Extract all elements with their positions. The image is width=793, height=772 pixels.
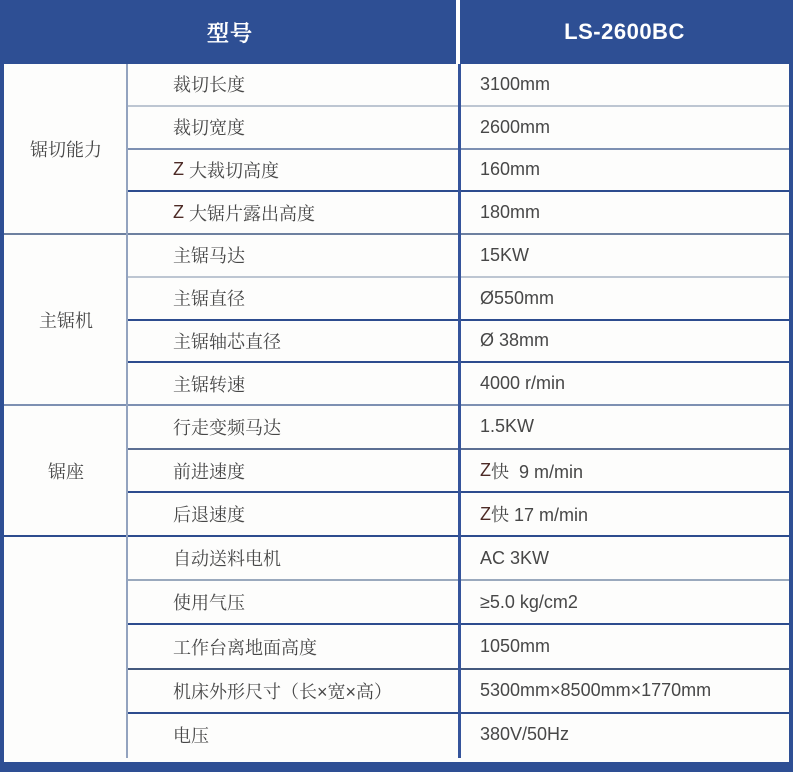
group-sawing-capacity xyxy=(4,64,789,235)
spec-value-text: 1050mm xyxy=(480,636,551,656)
spec-label xyxy=(128,493,458,535)
table-body xyxy=(4,64,789,758)
spec-label-text: 自动送料电机 xyxy=(173,549,281,570)
accent-char: Z xyxy=(480,460,491,480)
spec-value-text: 2600mm xyxy=(480,116,551,137)
spec-label-text: 工作台离地面高度 xyxy=(173,637,317,658)
spec-value xyxy=(458,406,789,448)
accent-char: Z xyxy=(480,503,491,524)
spec-value xyxy=(458,714,789,756)
spec-label-text: 行走变频马达 xyxy=(173,417,281,438)
spec-label-text: 使用气压 xyxy=(173,593,245,614)
spec-value xyxy=(458,235,789,276)
spec-value-text: 5300mm×8500mm×1770mm xyxy=(480,680,712,701)
group-label: 锯切能力 xyxy=(30,139,102,160)
spec-label-text: 机床外形尺寸（长×宽×高） xyxy=(173,681,393,702)
spec-label-text: 主锯直径 xyxy=(173,289,245,310)
spec-value-text: 快 17 m/min xyxy=(491,505,589,526)
spec-value-text: Ø 38mm xyxy=(480,330,550,351)
spec-label xyxy=(128,625,458,667)
spec-label-text: 后退速度 xyxy=(173,505,245,526)
spec-value xyxy=(458,537,789,579)
spec-value-text: Ø550mm xyxy=(480,287,555,308)
spec-label xyxy=(128,581,458,623)
column-divider-mid xyxy=(458,64,461,758)
spec-label-text: 大锯片露出高度 xyxy=(184,203,316,224)
spec-value-text: 1.5KW xyxy=(480,416,535,437)
footer-accent-bar xyxy=(4,762,789,772)
spec-label xyxy=(128,670,458,712)
group-main-saw xyxy=(4,235,789,406)
spec-label-text: 大裁切高度 xyxy=(184,160,280,181)
spec-label xyxy=(128,64,458,105)
spec-label xyxy=(128,406,458,448)
group-label: 锯座 xyxy=(48,461,84,482)
spec-value xyxy=(458,150,789,191)
spec-label-text: 主锯轴芯直径 xyxy=(173,331,281,352)
spec-label xyxy=(128,150,458,191)
spec-label-text: 电压 xyxy=(173,725,209,746)
spec-value xyxy=(458,278,789,319)
spec-label-text: 裁切长度 xyxy=(173,75,245,96)
spec-value-text: ≥5.0 kg/cm2 xyxy=(480,591,578,612)
accent-char: Z xyxy=(173,202,184,223)
spec-value xyxy=(458,625,789,667)
spec-value-text: 4000 r/min xyxy=(480,373,566,394)
header-model-value: LS-2600BC xyxy=(564,19,685,44)
spec-value-text: 3100mm xyxy=(480,73,551,94)
spec-label-text: 主锯转速 xyxy=(173,374,245,395)
spec-label xyxy=(128,107,458,148)
spec-label-text: 前进速度 xyxy=(173,461,245,482)
spec-value xyxy=(458,192,789,233)
spec-value xyxy=(458,670,789,712)
spec-label xyxy=(128,450,458,492)
group-label: 主锯机 xyxy=(39,310,93,331)
group-saw-carriage xyxy=(4,406,789,537)
group-general xyxy=(4,537,789,756)
accent-char: Z xyxy=(173,159,184,180)
spec-label xyxy=(128,363,458,404)
spec-value-text: AC 3KW xyxy=(480,547,550,568)
spec-value xyxy=(458,107,789,148)
spec-label xyxy=(128,278,458,319)
spec-label xyxy=(128,235,458,276)
group-label xyxy=(4,537,128,756)
spec-label-text: 裁切宽度 xyxy=(173,118,245,139)
spec-value-text: 160mm xyxy=(480,159,541,180)
spec-label xyxy=(128,321,458,362)
spec-value xyxy=(458,64,789,105)
spec-value-text: 15KW xyxy=(480,244,530,265)
spec-value xyxy=(458,493,789,535)
table-header xyxy=(4,0,789,64)
spec-value xyxy=(458,450,789,492)
spec-label xyxy=(128,537,458,579)
spec-value-text: 380V/50Hz xyxy=(480,724,570,745)
spec-label xyxy=(128,714,458,756)
header-model-label: 型号 xyxy=(206,20,253,46)
spec-value xyxy=(458,321,789,362)
spec-label-text: 主锯马达 xyxy=(173,246,245,267)
spec-label xyxy=(128,192,458,233)
spec-value-text: 180mm xyxy=(480,202,541,223)
spec-value-text: 快 9 m/min xyxy=(491,461,584,482)
column-divider-left xyxy=(126,64,128,758)
spec-value xyxy=(458,363,789,404)
spec-value xyxy=(458,581,789,623)
